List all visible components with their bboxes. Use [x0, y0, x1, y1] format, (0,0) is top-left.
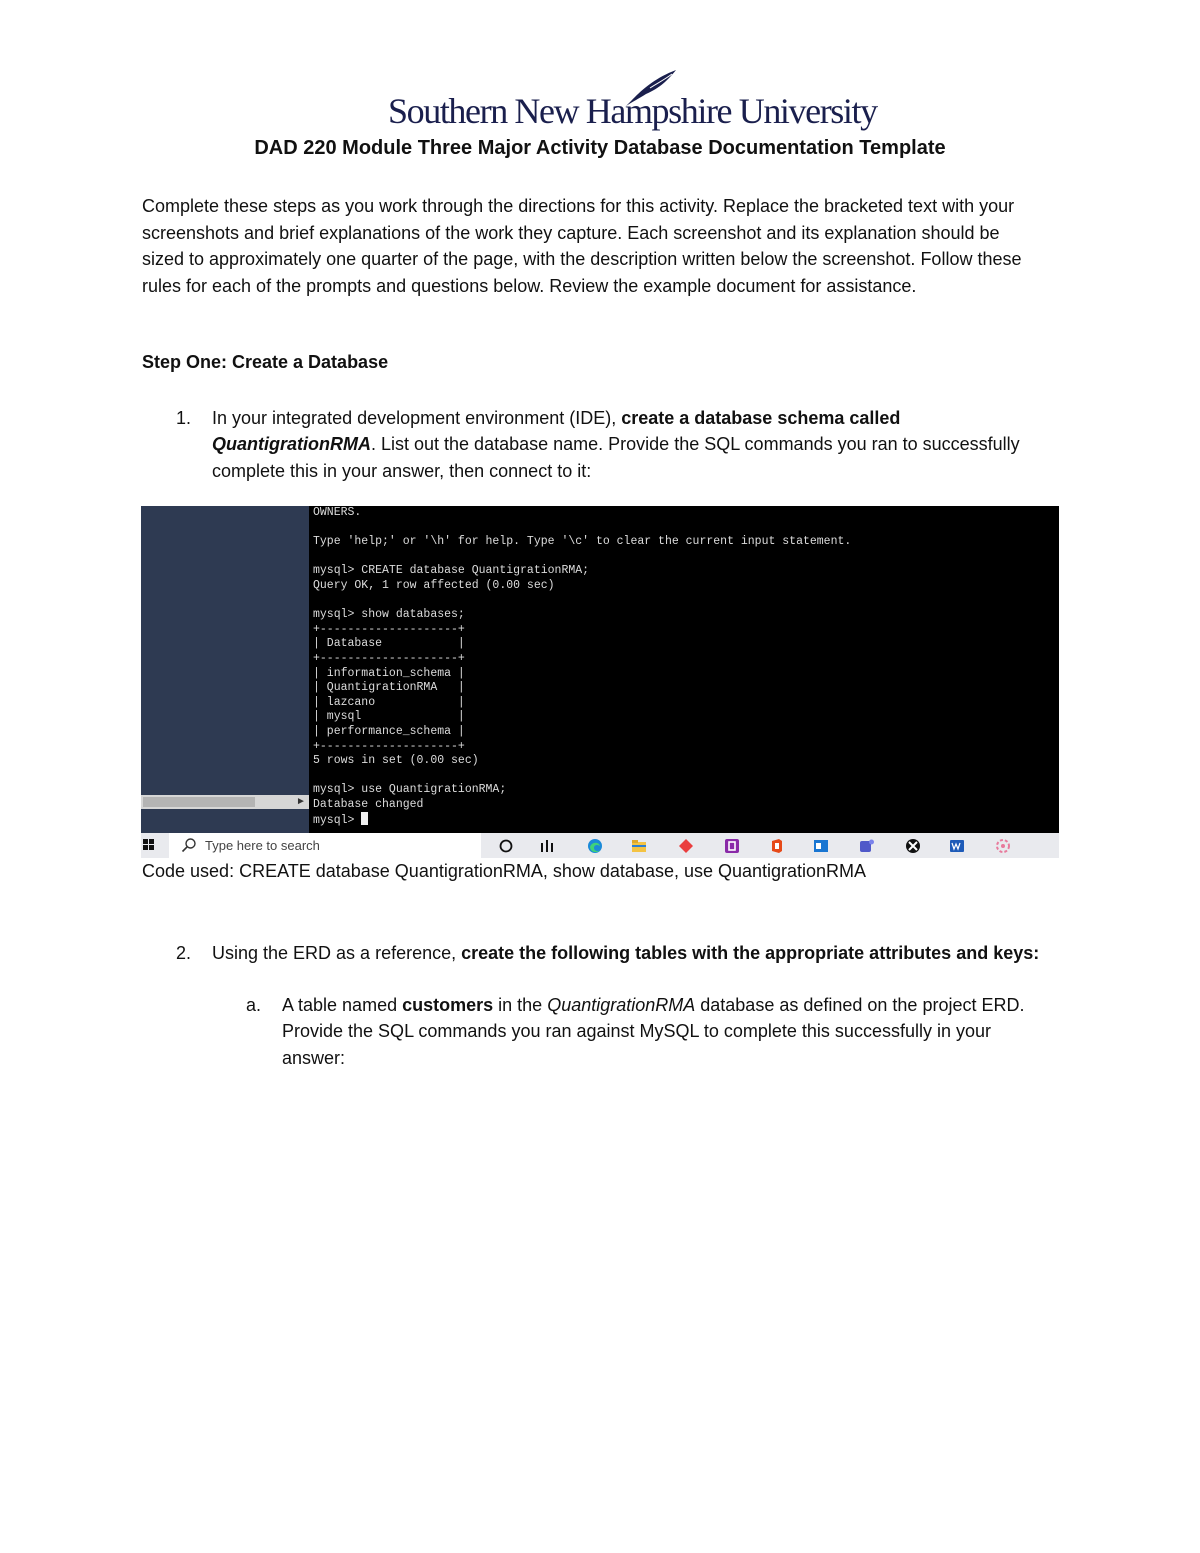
terminal-line: | information_schema |	[313, 666, 465, 680]
terminal-line: | lazcano |	[313, 695, 465, 709]
question-number: 2.	[176, 943, 192, 963]
terminal-line: | QuantigrationRMA |	[313, 681, 465, 695]
xbox-icon[interactable]	[905, 838, 921, 854]
terminal-line: Query OK, 1 row affected (0.00 sec)	[313, 578, 555, 592]
task-view-icon[interactable]	[539, 838, 555, 854]
step-one-heading: Step One: Create a Database	[142, 352, 389, 372]
university-logo	[384, 68, 877, 138]
word-icon[interactable]	[949, 838, 965, 854]
search-icon	[181, 837, 197, 853]
app-diamond-icon[interactable]	[678, 838, 694, 854]
onenote-icon[interactable]	[724, 838, 740, 854]
code-used-caption: Code used: CREATE database QuantigrationRMA, show database, use QuantigrationRMA	[142, 861, 867, 881]
terminal-screenshot	[141, 506, 1059, 858]
terminal-cursor	[361, 812, 368, 825]
intro-paragraph: Complete these steps as you work through the directions for this activity. Replace the bracketed text with your screenshots and brief explanations of the work they capture. Each screenshot and its explanation should be sized to approximately one quarter of the page, with the description written below the screenshot. Follow these rules for each of the prompts and questions below. Review the example document for assistance.	[142, 196, 1022, 296]
office-icon[interactable]	[769, 838, 785, 854]
sub-question-text: A table named customers in the QuantigrationRMA database as defined on the project ERD. Provide the SQL commands you ran against MySQL to complete this successfully in your answer:	[282, 995, 1025, 1068]
outlook-icon[interactable]	[813, 838, 829, 854]
settings-icon[interactable]	[995, 838, 1011, 854]
question-1	[142, 405, 1022, 484]
terminal-lines	[313, 506, 851, 811]
teams-icon[interactable]	[859, 838, 875, 854]
scrollbar-thumb[interactable]	[143, 797, 255, 807]
file-explorer-icon[interactable]	[631, 838, 647, 854]
edge-icon[interactable]	[587, 838, 603, 854]
terminal-line: mysql> CREATE database QuantigrationRMA;	[313, 564, 590, 578]
university-name: Southern New Hampshire University	[388, 91, 877, 131]
question-text: Using the ERD as a reference, create the following tables with the appropriate attributes and keys:	[212, 943, 1040, 963]
terminal-line: +--------------------+	[313, 622, 465, 636]
question-number: 1.	[176, 408, 192, 428]
windows-taskbar	[141, 833, 1059, 858]
terminal-line: Type 'help;' or '\h' for help. Type '\c' to clear the current input statement.	[313, 535, 852, 549]
question-text: In your integrated development environment (IDE), create a database schema called QuantigrationRMA. List out the database name. Provide the SQL commands you ran to successfully complete this in your answer, then connect to it:	[212, 408, 1020, 481]
terminal-line: 5 rows in set (0.00 sec)	[313, 754, 479, 768]
terminal-prompt: mysql>	[313, 814, 362, 828]
terminal-line: mysql> show databases;	[313, 608, 465, 622]
side-panel	[141, 506, 309, 833]
document-title: DAD 220 Module Three Major Activity Database Documentation Template	[254, 137, 946, 159]
terminal-line: mysql> use QuantigrationRMA;	[313, 783, 507, 797]
sub-question-letter: a.	[246, 995, 262, 1015]
cortana-circle-icon[interactable]	[498, 838, 514, 854]
horizontal-scrollbar[interactable]	[141, 795, 309, 809]
search-placeholder: Type here to search	[205, 838, 320, 853]
terminal-line: | mysql |	[313, 710, 465, 724]
terminal-line: +--------------------+	[313, 739, 465, 753]
windows-start-icon[interactable]	[143, 839, 155, 851]
terminal-line: Database changed	[313, 797, 424, 811]
terminal-line: | Database |	[313, 637, 465, 651]
scroll-right-arrow-icon[interactable]: ►	[296, 796, 306, 807]
terminal-line: +--------------------+	[313, 651, 465, 665]
question-2	[142, 940, 1052, 966]
terminal-output[interactable]	[313, 506, 1059, 833]
sub-question-a	[246, 992, 1056, 1071]
terminal-line: | performance_schema |	[313, 724, 465, 738]
terminal-line: OWNERS.	[313, 506, 362, 519]
taskbar-search-box[interactable]	[169, 833, 481, 858]
